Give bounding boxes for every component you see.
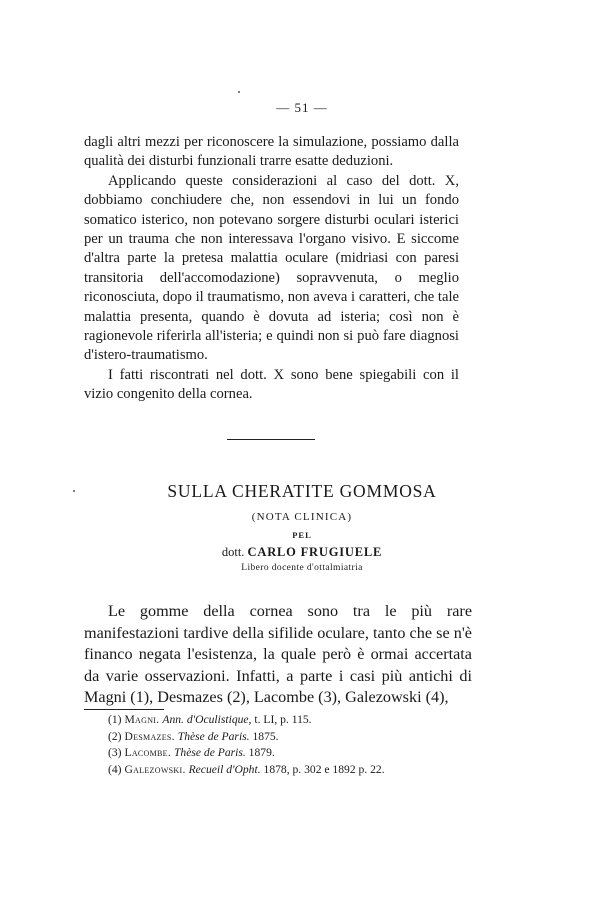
- footnote: [108, 712, 468, 729]
- footnote-author: Galezowski.: [124, 762, 186, 776]
- page-number: — 51 —: [276, 100, 328, 115]
- footnote-work: Thèse de Paris.: [173, 746, 246, 760]
- author-affiliation: Libero docente d'ottalmiatria: [241, 563, 363, 573]
- footnote: [108, 745, 468, 762]
- footnote-number: (3): [108, 746, 122, 760]
- footnote-detail: 1875.: [252, 729, 279, 743]
- ink-speck: [238, 91, 240, 93]
- footnote-work: Thèse de Paris.: [177, 729, 250, 743]
- author-line: [0, 545, 604, 560]
- footnote-detail: t. LI, p. 115.: [254, 713, 312, 726]
- paragraph: Le gomme della cornea sono tra le più rare manifestazioni tardive della sifilide oculare, tanto che se n'è financo negata l'esistenza, la quale però è ormai accertata da varie osservazioni. Infatti, a parte i casi più antichi di Magni (1), Desmazes (2), Lacombe (3), Galezowski (4),: [84, 602, 472, 707]
- body-text-article: [84, 601, 472, 709]
- footnote-author: Desmazes.: [124, 729, 175, 743]
- footnotes: [108, 712, 468, 778]
- paragraph: I fatti riscontrati nel dott. X sono bene spiegabili con il vizio congenito della cornea.: [84, 366, 459, 403]
- footnote-author: Lacombe.: [124, 746, 172, 760]
- article-title: SULLA CHERATITE GOMMOSA: [167, 481, 437, 501]
- footnote-detail: 1878, p. 302 e 1892 p. 22.: [263, 762, 385, 776]
- footnote-number: (1): [108, 713, 122, 726]
- footnote: [108, 729, 468, 746]
- article-subtitle: (NOTA CLINICA): [251, 511, 353, 523]
- paragraph: Applicando queste considerazioni al caso del dott. X, dobbiamo conchiudere che, non essendovi in lui un fondo somatico isterico, non potevano sorgere disturbi oculari isterici per un trauma che non interessava l'organo visivo. E siccome d'altra parte la pretesa malattia oculare (midriasi con paresi transitoria dell'accomodazione) sopravvenuta, o meglio riconosciuta, dopo il traumatismo, non aveva i caratteri, che tale malattia presenta, quando è dovuta ad isteria; così non è ragionevole riferirla all'isteria; e quindi non si può fare diagnosi d'istero-traumatismo.: [84, 172, 459, 364]
- body-text-top: [84, 133, 459, 405]
- footnote-author: Magni.: [124, 713, 160, 726]
- footnote-work: Recueil d'Opht.: [188, 762, 261, 776]
- author-name: CARLO FRUGIUELE: [247, 545, 383, 559]
- footnote-work: Ann. d'Oculistique,: [162, 713, 252, 726]
- paragraph: dagli altri mezzi per riconoscere la simulazione, possiamo dalla qualità dei disturbi funzionali trarre esatte deduzioni.: [84, 134, 459, 170]
- byline-preposition: PEL: [292, 530, 312, 540]
- footnote-detail: 1879.: [248, 746, 275, 760]
- footnote-number: (2): [108, 729, 122, 743]
- section-divider: [227, 439, 315, 440]
- footnote-divider: [84, 709, 164, 710]
- footnote-number: (4): [108, 762, 122, 776]
- author-prefix: dott.: [221, 545, 245, 559]
- footnote: [108, 762, 468, 779]
